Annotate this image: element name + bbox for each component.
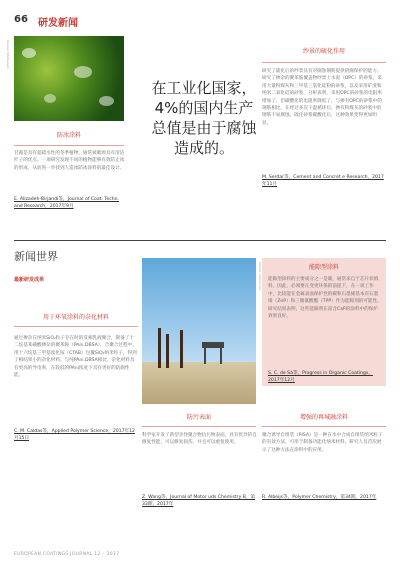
article1-reference[interactable]: E. Alizadeh-Birjandi等，Journal of Coat. Techn. and Research，2017年9月: [14, 197, 120, 209]
article2-reference[interactable]: M. Serdar等，Cement and Concret e Research，2017年11月: [262, 175, 384, 187]
image-credit: Source: fotolia.com: [6, 40, 10, 70]
divider: [14, 145, 124, 146]
divider: [14, 326, 138, 327]
article4-title: 能隙型涂料: [308, 264, 339, 271]
article5-body: 科学家开发了新型亲性聚合物抗污物表面，具有优异的自修复性能，可以修复损伤，并且可以重复使用。: [142, 433, 257, 446]
article6-reference[interactable]: R. Albeijs等，Polymer Chemistry，第34期，2017年: [262, 495, 377, 500]
article1-title: 防冰涂料: [56, 132, 81, 139]
news-heading: 新闻世界: [14, 250, 58, 263]
article4-body: 能隙型涂料的主要成分之一是碳，通常来自于芯片状填料。因此，必须要在变更环保的前提下，在一项工作中，比较能在金属表面保护性的碳和石墨烯基本有石墨烯（ZnP）和三聚氰酸酯（TPP）作为能隙剂的可能性。研究结果表明，这些能隙剂在富含CaP的涂料中的保护效果良好。: [268, 277, 382, 320]
article3-title: 用于环氧涂料的杂化材料: [42, 314, 109, 321]
article3-reference[interactable]: C. M. Caldas等，Applied Polymer Science，2017年12月15日: [14, 429, 135, 441]
article6-body: 聚合诱导自组装（PISA）是一种在水中合成自组装纳米粒子的有效方法，可用于制备功能化纳米材料。研究人员首次展示了这种方法在涂料中的应用。: [262, 433, 383, 453]
article1-body: 甘露是具有超疏水性的冬季植物，通常被歌颂具有清洁叶子的优点。一项研究发现不同的植物能够有效防止冰的形成，从而进一步找到人造冰防冰涂料的最佳设计。: [14, 151, 125, 171]
divider: [142, 426, 256, 427]
section-title: 研发新闻: [38, 18, 78, 29]
article6-title: 增强的再城融涂料: [299, 414, 348, 421]
article5-title: 防污表面: [186, 414, 211, 421]
article2-body: 研究了硫化后的纱景具有对腐蚀钢筋提供阴腐保护的能力。研究了掺杂的聚苯胺覆盖物纱景土水泥（OPC）的砂浆。采用大量粉煤灰和三甲基三氯化硅粉的砂浆，以及采用矿渣和纳米二氧化硅的砂浆，分析表明，采用OPC的砂浆的电阻率增加了，但碳酸化的电阻率降低了。与掺有OPC的砂浆中的钢筋相比，在经过多次干湿循环后，掺有粉煤灰的砂浆中的钢筋不易腐蚀。硫化砂浆碳酸化后，这种效果变得更加明显。: [262, 69, 382, 126]
page-number: 66: [14, 14, 28, 25]
image-credit: Source: fotolia.com: [258, 262, 262, 292]
divider: [262, 426, 386, 427]
pull-quote: 在工业化国家，4%的国内生产总值是由于腐蚀造成的。: [151, 79, 257, 157]
leaf-photo: [14, 36, 124, 121]
pier-photo: [142, 258, 256, 404]
article3-body: 通过掺杂在纳米SiO₂粒子存在时的反相乳液聚合，制备了十二烷基苯磺酸掺杂的聚苯胺（PAni.DBSA），合聚合过程中，用十六烷基三甲基溴化铵（CTAB）包覆SiO₂纳米粒子，得到了相结果小的杂化材料。与纯PAni.DBSA相比，杂化材料具有更高的导电率，在较低的PAni浓度下具有更好的防腐性能。: [14, 336, 137, 379]
footer-text: EUROPEAN COATINGS JOURNAL 12 – 2017: [14, 552, 120, 557]
article5-reference[interactable]: Z. Wang等，Journal of Motor uds Chemistry B，第33期，2017年: [142, 495, 256, 507]
divider: [262, 62, 386, 63]
news-subheading: 最新研发成果: [14, 277, 45, 283]
section-rule: [14, 240, 386, 241]
article4-reference[interactable]: S. C. de Sá等，Progress in Organic Coatings，2017年12月: [268, 371, 373, 383]
article2-title: 纱景的硫化作用: [302, 48, 345, 55]
